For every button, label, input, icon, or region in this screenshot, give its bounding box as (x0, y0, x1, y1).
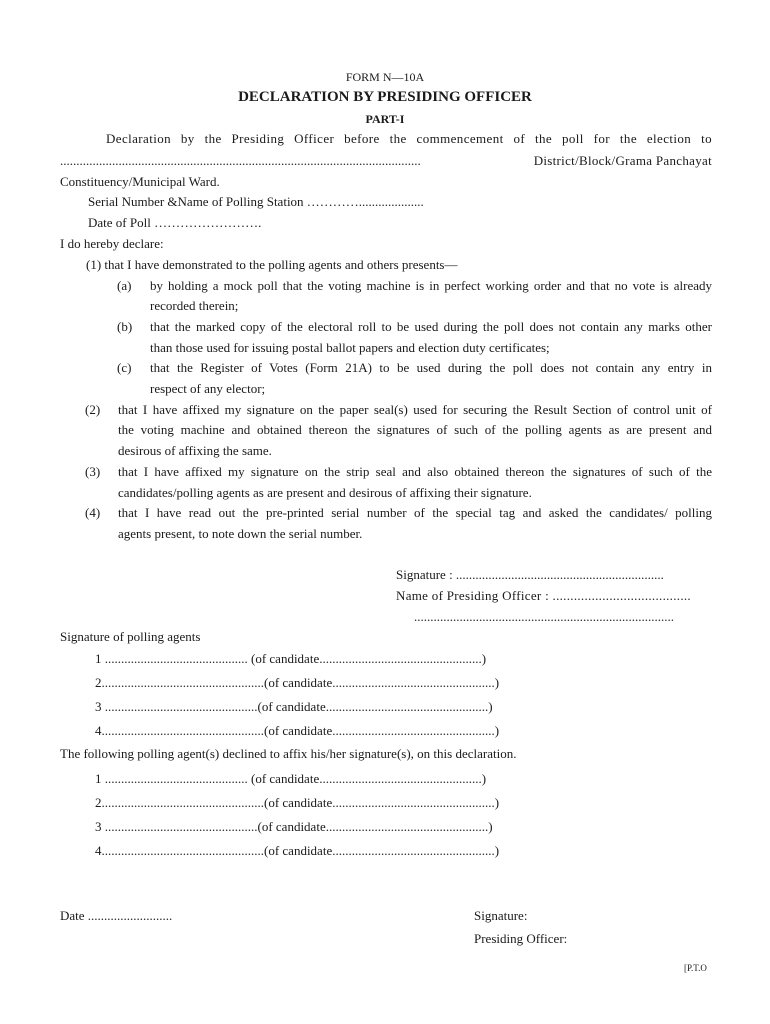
date-of-poll-field: Date of Poll ……………………. (88, 215, 262, 230)
item-1a-line-1: by holding a mock poll that the voting machine is in perfect working order and that no vote is already (150, 278, 712, 293)
officer-name-line: Name of Presiding Officer : ....................................... (396, 588, 691, 603)
declined-row: 3 ...............................................(of candidate..................................................) (95, 819, 493, 834)
polling-agents-heading: Signature of polling agents (60, 629, 201, 644)
officer-name-continuation: ................................................................................ (414, 609, 674, 624)
district-block-label: District/Block/Grama Panchayat (533, 153, 712, 168)
item-1b-line-1: that the marked copy of the electoral roll to be used during the poll does not contain any marks other (150, 319, 712, 334)
item-1-label: (1) that I have demonstrated to the polling agents and others presents— (86, 257, 458, 272)
item-4-number: (4) (85, 505, 101, 520)
constituency-dots: ............................................................................................................... (60, 153, 421, 168)
item-2-number: (2) (85, 402, 101, 417)
polling-station-field: Serial Number &Name of Polling Station ………….................... (88, 194, 424, 209)
intro-line-2 (60, 153, 712, 169)
agent-row: 3 ...............................................(of candidate..................................................) (95, 699, 493, 714)
item-2-line-1: that I have affixed my signature on the paper seal(s) used for securing the Result Section of control unit of (118, 402, 712, 417)
item-3-number: (3) (85, 464, 101, 479)
declined-row: 4..................................................(of candidate..................................................) (95, 843, 500, 858)
item-1b-number: (b) (117, 319, 133, 334)
declined-row: 1 ............................................ (of candidate..................................................) (95, 771, 487, 786)
agent-row: 1 ............................................ (of candidate..................................................) (95, 651, 487, 666)
footer-signature: Signature: (474, 908, 528, 923)
item-1c-line-2: respect of any elector; (150, 381, 266, 396)
form-number: FORM N—10A (345, 70, 425, 84)
part-label: PART-I (365, 112, 405, 126)
agent-row: 4..................................................(of candidate..................................................) (95, 723, 500, 738)
item-2-line-3: desirous of affixing the same. (118, 443, 272, 458)
item-1a-line-2: recorded therein; (150, 298, 239, 313)
agent-row: 2..................................................(of candidate..................................................) (95, 675, 500, 690)
declined-row: 2..................................................(of candidate..................................................) (95, 795, 500, 810)
pto-marker: [P.T.O (684, 963, 707, 973)
intro-line-1: Declaration by the Presiding Officer before the commencement of the poll for the election to (106, 131, 712, 146)
item-4-line-2: agents present, to note down the serial number. (118, 526, 363, 541)
item-1c-line-1: that the Register of Votes (Form 21A) to be used during the poll does not contain any entry in (150, 360, 712, 375)
form-title: DECLARATION BY PRESIDING OFFICER (238, 89, 532, 105)
officer-signature-line: Signature : ................................................................ (396, 567, 664, 582)
item-3-line-1: that I have affixed my signature on the strip seal and also obtained thereon the signatures of such of the (118, 464, 712, 479)
item-3-line-2: candidates/polling agents as are present and desirous of affixing their signature. (118, 485, 532, 500)
declare-heading: I do hereby declare: (60, 236, 164, 251)
item-2-line-2: the voting machine and obtained thereon the signatures of such of the polling agents as are present and (118, 422, 712, 437)
item-1b-line-2: than those used for issuing postal ballot papers and election duty certificates; (150, 340, 550, 355)
item-1a-number: (a) (117, 278, 132, 293)
footer-presiding-officer: Presiding Officer: (474, 931, 568, 946)
item-4-line-1: that I have read out the pre-printed serial number of the special tag and asked the candidates/ polling (118, 505, 712, 520)
footer-date: Date .......................... (60, 908, 173, 923)
declined-agents-heading: The following polling agent(s) declined to affix his/her signature(s), on this declaration. (60, 746, 517, 761)
intro-line-3: Constituency/Municipal Ward. (60, 174, 220, 189)
item-1c-number: (c) (117, 360, 132, 375)
